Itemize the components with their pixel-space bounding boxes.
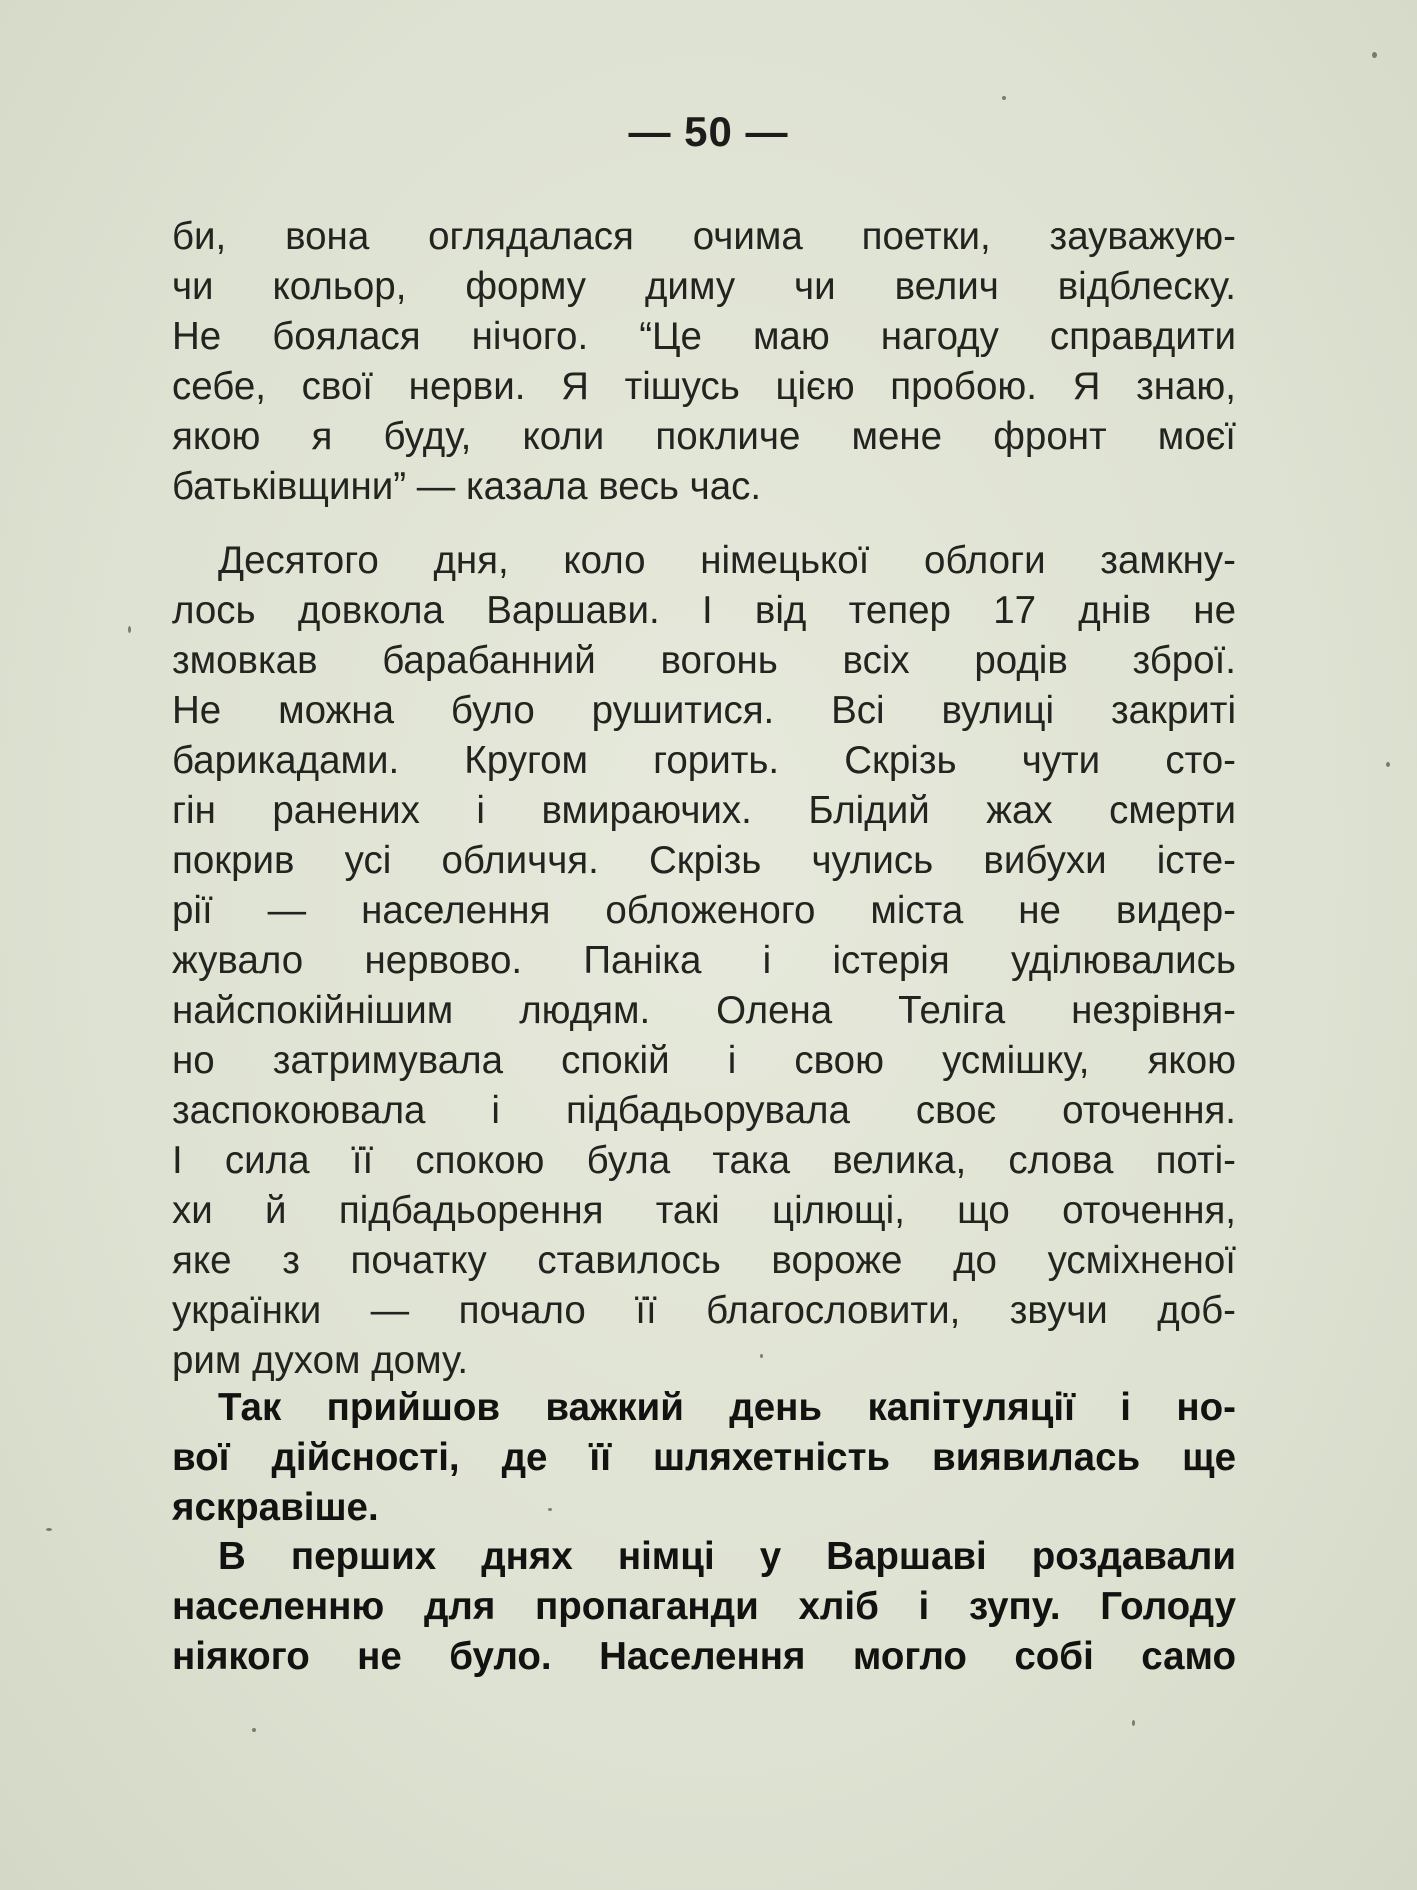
text-line: Не можна було рушитися. Всі вулиці закриті: [172, 689, 1236, 732]
text-line: українки — почало її благословити, звучи доб-: [172, 1289, 1236, 1332]
text-line: гін ранених і вмираючих. Блідий жах смерти: [172, 789, 1236, 832]
text-line: рим духом дому.: [172, 1339, 469, 1382]
text-line: найспокійнішим людям. Олена Теліга незрівня-: [172, 989, 1236, 1032]
text-line: змовкав барабанний вогонь всіх родів зброї.: [172, 639, 1236, 682]
text-line: яскравіше.: [172, 1486, 379, 1529]
text-line: жувало нервово. Паніка і істерія уділювались: [172, 939, 1236, 982]
text-line: яке з початку ставилось вороже до усміхненої: [172, 1239, 1236, 1282]
paragraph-2: [172, 536, 1236, 1386]
page-number: — 50 —: [628, 108, 789, 155]
text-line: В перших днях німці у Варшаві роздавали: [218, 1535, 1236, 1578]
paragraph-4: [172, 1532, 1236, 1682]
text-line: хи й підбадьорення такі цілющі, що оточення,: [172, 1189, 1236, 1232]
text-line: би, вона оглядалася очима поетки, зауважую-: [172, 215, 1236, 258]
print-speck: [548, 1508, 552, 1511]
print-speck: [1002, 96, 1006, 100]
print-speck: [46, 1528, 52, 1531]
text-line: якою я буду, коли покличе мене фронт моєї: [172, 415, 1236, 458]
paragraph-3: [172, 1383, 1236, 1533]
text-line: лось довкола Варшави. І від тепер 17 днів не: [172, 589, 1236, 632]
text-line: заспокоювала і підбадьорувала своє оточення.: [172, 1089, 1236, 1132]
print-speck: [1386, 762, 1390, 767]
text-line: населенню для пропаганди хліб і зупу. Голоду: [172, 1585, 1236, 1628]
text-line: рії — населення обложеного міста не видер-: [172, 889, 1236, 932]
print-speck: [760, 1354, 763, 1358]
print-speck: [1132, 1720, 1135, 1726]
text-line: І сила її спокою була така велика, слова поті-: [172, 1139, 1236, 1182]
print-speck: [128, 626, 131, 633]
text-line: Не боялася нічого. “Це маю нагоду справдити: [172, 315, 1236, 358]
print-speck: [1372, 52, 1377, 58]
text-line: себе, свої нерви. Я тішусь цією пробою. Я знаю,: [172, 365, 1236, 408]
text-line: барикадами. Кругом горить. Скрізь чути сто-: [172, 739, 1236, 782]
print-speck: [252, 1728, 256, 1732]
paragraph-1: [172, 212, 1236, 512]
text-line: чи кольор, форму диму чи велич відблеску.: [172, 265, 1236, 308]
text-line: Десятого дня, коло німецької облоги замкну-: [218, 539, 1236, 582]
text-line: но затримувала спокій і свою усмішку, якою: [172, 1039, 1236, 1082]
text-line: вої дійсності, де її шляхетність виявилась ще: [172, 1436, 1236, 1479]
text-line: Так прийшов важкий день капітуляції і но-: [218, 1386, 1236, 1429]
text-line: покрив усі обличчя. Скрізь чулись вибухи істе-: [172, 839, 1236, 882]
text-line: ніякого не було. Населення могло собі само: [172, 1635, 1236, 1678]
text-line: батьківщини” — казала весь час.: [172, 465, 762, 508]
